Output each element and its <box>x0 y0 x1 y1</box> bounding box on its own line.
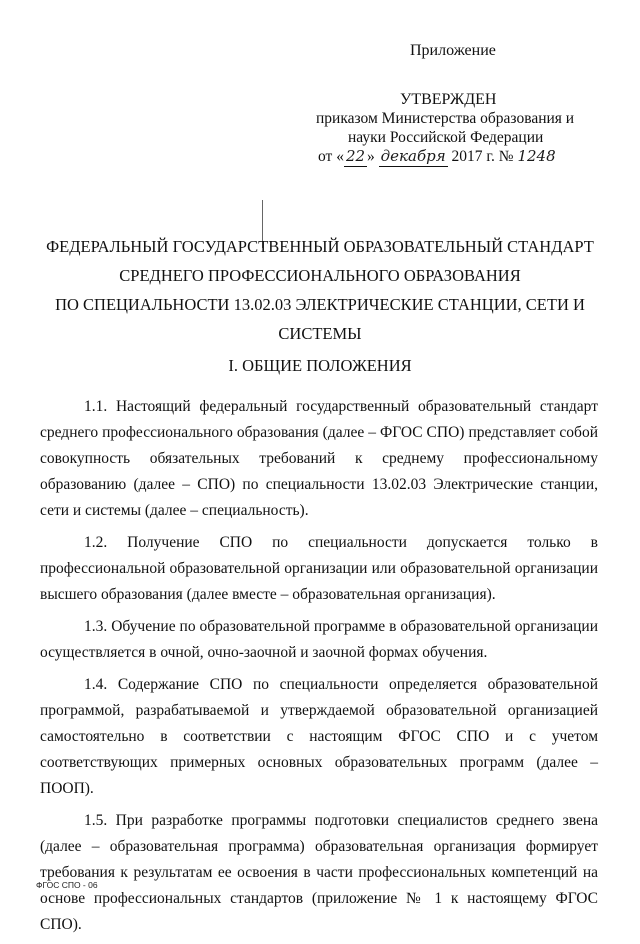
order-line-1: приказом Министерства образования и <box>316 110 575 127</box>
body-text <box>40 394 598 944</box>
handwritten-month: декабря <box>380 147 446 165</box>
title-line-2: СРЕДНЕГО ПРОФЕССИОНАЛЬНОГО ОБРАЗОВАНИЯ <box>119 266 521 285</box>
appendix-label: Приложение <box>410 42 496 59</box>
title-line-4: СИСТЕМЫ <box>278 324 362 343</box>
order-date-line <box>300 147 600 167</box>
date-mid: » <box>367 148 375 165</box>
handwritten-day: 22 <box>345 147 366 165</box>
order-line-2: науки Российской Федерации <box>348 129 544 146</box>
title-line-1: ФЕДЕРАЛЬНЫЙ ГОСУДАРСТВЕННЫЙ ОБРАЗОВАТЕЛЬНЫЙ СТАНДАРТ <box>46 237 594 256</box>
date-prefix: от « <box>318 148 344 165</box>
footer-code: ФГОС СПО - 06 <box>36 880 98 890</box>
paragraph-1-3: 1.3. Обучение по образовательной программе в образовательной организации осуществляется в очной, очно-заочной и заочной формах обучения. <box>40 618 598 661</box>
date-year: 2017 г. № <box>451 148 514 165</box>
section-heading: I. ОБЩИЕ ПОЛОЖЕНИЯ <box>228 356 412 375</box>
title-line-3: ПО СПЕЦИАЛЬНОСТИ 13.02.03 ЭЛЕКТРИЧЕСКИЕ СТАНЦИИ, СЕТИ И <box>55 295 585 314</box>
approved-heading: УТВЕРЖДЕН <box>400 91 497 108</box>
document-title <box>40 232 600 348</box>
paragraph-1-4: 1.4. Содержание СПО по специальности определяется образовательной программой, разрабатываемой и утверждаемой образовательной организацией самостоятельно в соответствии с настоящим ФГОС СПО и с учетом соответствующих примерных основных образовательных программ (далее – ПООП). <box>40 676 598 797</box>
paragraph-1-2: 1.2. Получение СПО по специальности допускается только в профессиональной образовательной организации или образовательной организации высшего образования (далее вместе – образовательная организация). <box>40 534 598 603</box>
paragraph-1-1: 1.1. Настоящий федеральный государственный образовательный стандарт среднего профессионального образования (далее – ФГОС СПО) представляет собой совокупность обязательных требований к среднему профессиональному образованию (далее – СПО) по специальности 13.02.03 Электрические станции, сети и системы (далее – специальность). <box>40 398 598 519</box>
handwritten-order-number: 1248 <box>517 147 556 165</box>
approval-block <box>300 90 600 167</box>
paragraph-1-5: 1.5. При разработке программы подготовки специалистов среднего звена (далее – образовательная программа) образовательная организация формирует требования к результатам ее освоения в части профессиональных компетенций на основе профессиональных стандартов (приложение № 1 к настоящему ФГОС СПО). <box>40 812 598 933</box>
